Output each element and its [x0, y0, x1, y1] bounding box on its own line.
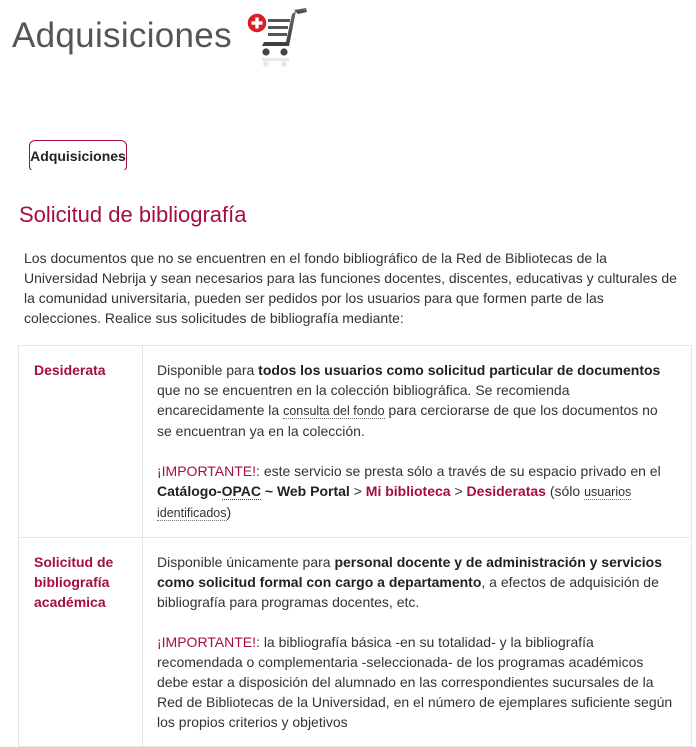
section-title: Solicitud de bibliografía	[19, 202, 247, 227]
important-label: ¡IMPORTANTE!	[157, 463, 257, 479]
tab-adquisiciones[interactable]: Adquisiciones	[29, 140, 127, 172]
table-row	[19, 538, 692, 747]
row-description-desiderata	[143, 346, 692, 538]
desiderata-availability: Disponible para todos los usuarios como solicitud particular de documentos que no se encuentren en la colección bibliográfica. Se recomienda encarecidamente la consulta del fondo para cerciorarse de que los documentos no se encuentran ya en la colección.	[157, 362, 661, 439]
usuarios-identificados-link[interactable]: usuarios identificados	[157, 485, 632, 520]
row-description-bibliografia-academica	[143, 538, 692, 747]
consulta-fondo-link[interactable]: consulta del fondo	[283, 404, 385, 418]
opac-abbr: OPAC	[221, 483, 261, 499]
request-options-table	[18, 345, 692, 747]
intro-paragraph: Los documentos que no se encuentren en el fondo bibliográfico de la Red de Bibliotecas de la Universidad Nebrija y sean necesarios para las funciones docentes, discentes, educativas y culturales de la comunidad universitaria, pueden ser pedidos por los usuarios para que formen parte de las colecciones. Realice sus solicitudes de bibliografía mediante:	[24, 250, 677, 326]
important-label: ¡IMPORTANTE!	[157, 634, 257, 650]
academica-availability: Disponible únicamente para personal docente y de administración y servicios como solicitud formal con cargo a departamento, a efectos de adquisición de bibliografía para programas docentes, etc.	[157, 554, 663, 610]
table-row	[19, 346, 692, 538]
desideratas-link[interactable]: Desideratas	[466, 483, 546, 499]
row-label-bibliografia-academica: Solicitud de bibliografía académica	[19, 538, 143, 747]
academica-important: ¡IMPORTANTE!: la bibliografía básica -en su totalidad- y la bibliografía recomendada o complementaria -seleccionada- de los programas académicos debe estar a disposición del alumnado en las correspondientes sucursales de la Red de Bibliotecas de la Universidad, en el número de ejemplares suficiente según los propios criterios y objetivos	[157, 634, 673, 730]
mi-biblioteca-link[interactable]: Mi biblioteca	[365, 483, 451, 499]
row-label-desiderata: Desiderata	[19, 346, 143, 538]
page-title: Adquisiciones	[12, 16, 232, 55]
cart-plus-icon	[244, 6, 312, 74]
desiderata-important: ¡IMPORTANTE!: este servicio se presta sólo a través de su espacio privado en el Catálogo-OPAC ~ Web Portal > Mi biblioteca > Desideratas (sólo usuarios identificados)	[157, 463, 661, 520]
tab-active-indicator	[29, 170, 127, 173]
